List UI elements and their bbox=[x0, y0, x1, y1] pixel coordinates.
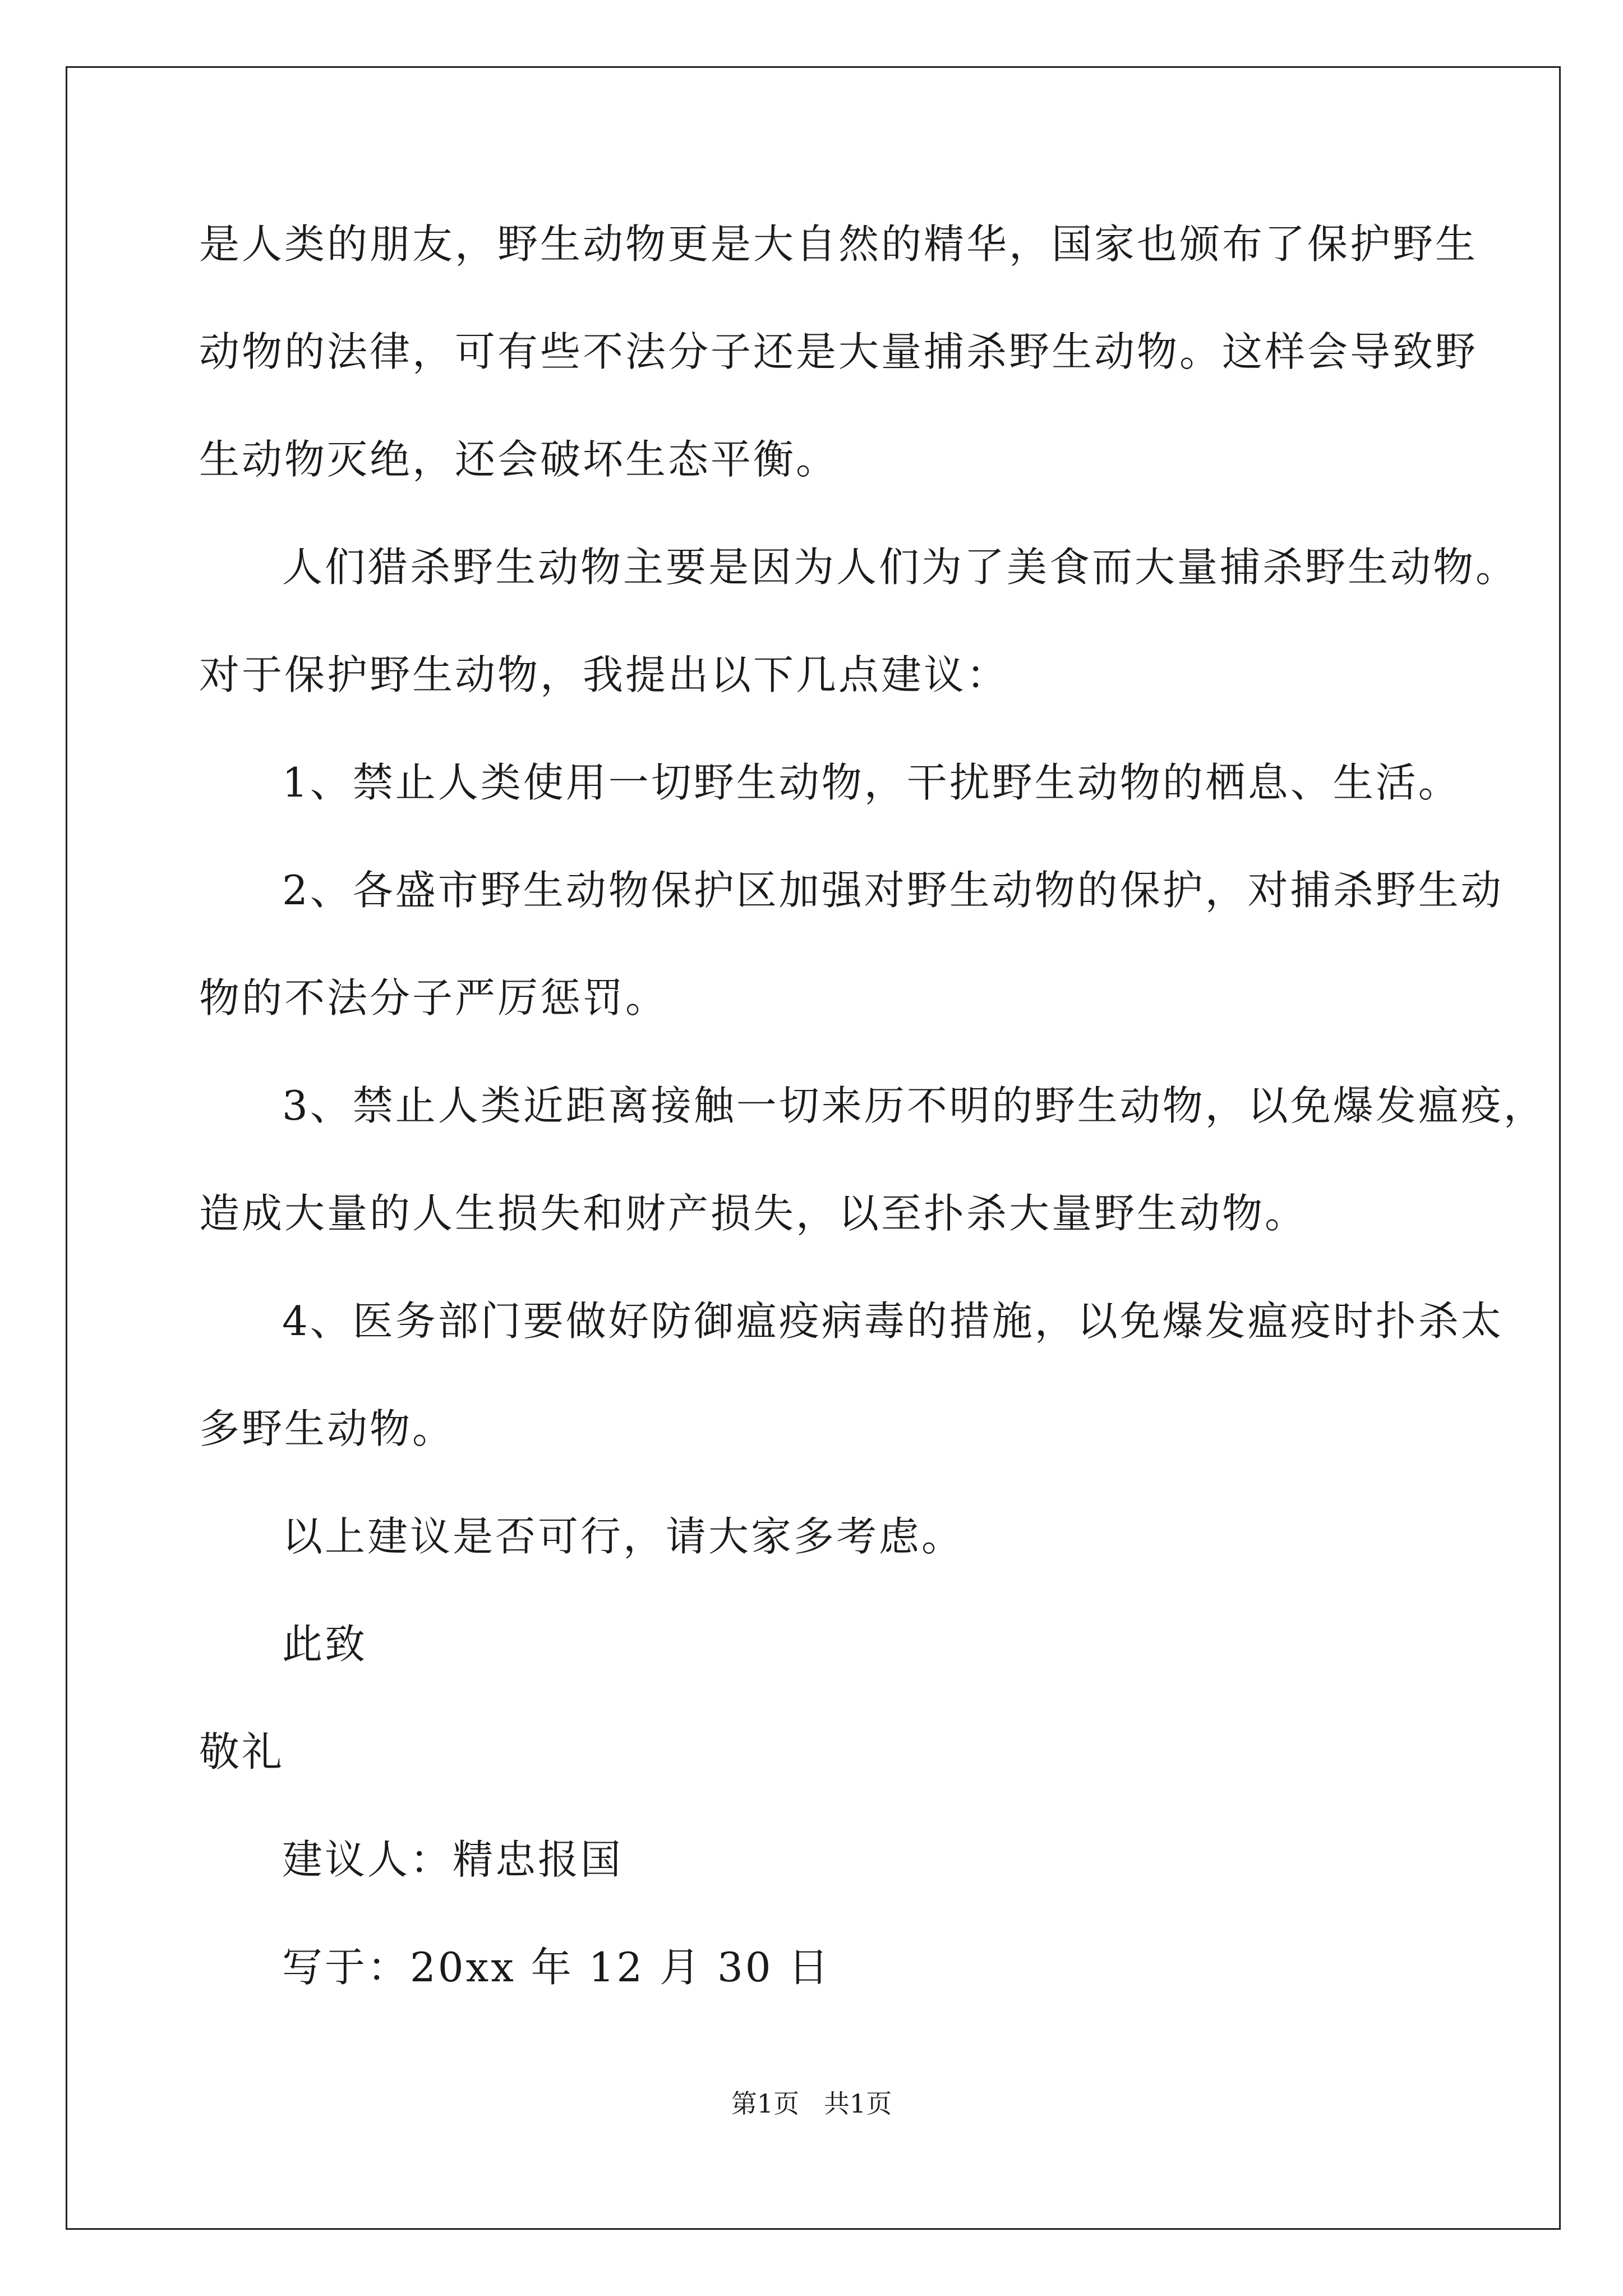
suggestion-2: 2、各盛市野生动物保护区加强对野生动物的保护，对捕杀野生动 bbox=[282, 867, 1504, 914]
document-body bbox=[199, 210, 1546, 2041]
page-footer: 第1页 共1页 bbox=[731, 2088, 892, 2119]
paragraph-line: 动物的法律，可有些不法分子还是大量捕杀野生动物。这样会导致野 bbox=[199, 328, 1478, 375]
paragraph-line: 生动物灭绝，还会破坏生态平衡。 bbox=[199, 436, 839, 483]
paragraph-line: 对于保护野生动物，我提出以下几点建议： bbox=[199, 651, 1009, 698]
paragraph-line: 多野生动物。 bbox=[199, 1405, 455, 1452]
regards: 敬礼 bbox=[199, 1728, 285, 1775]
paragraph-line: 物的不法分子严厉惩罚。 bbox=[199, 974, 668, 1022]
paragraph-line: 是人类的朋友，野生动物更是大自然的精华，国家也颁布了保护野生 bbox=[199, 220, 1478, 268]
suggestion-1: 1、禁止人类使用一切野生动物，干扰野生动物的栖息、生活。 bbox=[282, 759, 1461, 806]
paragraph-line: 造成大量的人生损失和财产损失，以至扑杀大量野生动物。 bbox=[199, 1190, 1308, 1237]
suggestion-4: 4、医务部门要做好防御瘟疫病毒的措施，以免爆发瘟疫时扑杀太 bbox=[282, 1297, 1504, 1345]
salutation: 此致 bbox=[282, 1621, 368, 1668]
closing-remark: 以上建议是否可行，请大家多考虑。 bbox=[282, 1513, 965, 1560]
date-line: 写于：20xx 年 12 月 30 日 bbox=[282, 1944, 831, 1991]
paragraph-line: 人们猎杀野生动物主要是因为人们为了美食而大量捕杀野生动物。 bbox=[282, 544, 1519, 591]
signature: 建议人：精忠报国 bbox=[282, 1836, 624, 1883]
suggestion-3: 3、禁止人类近距离接触一切来历不明的野生动物，以免爆发瘟疫， bbox=[282, 1082, 1546, 1129]
